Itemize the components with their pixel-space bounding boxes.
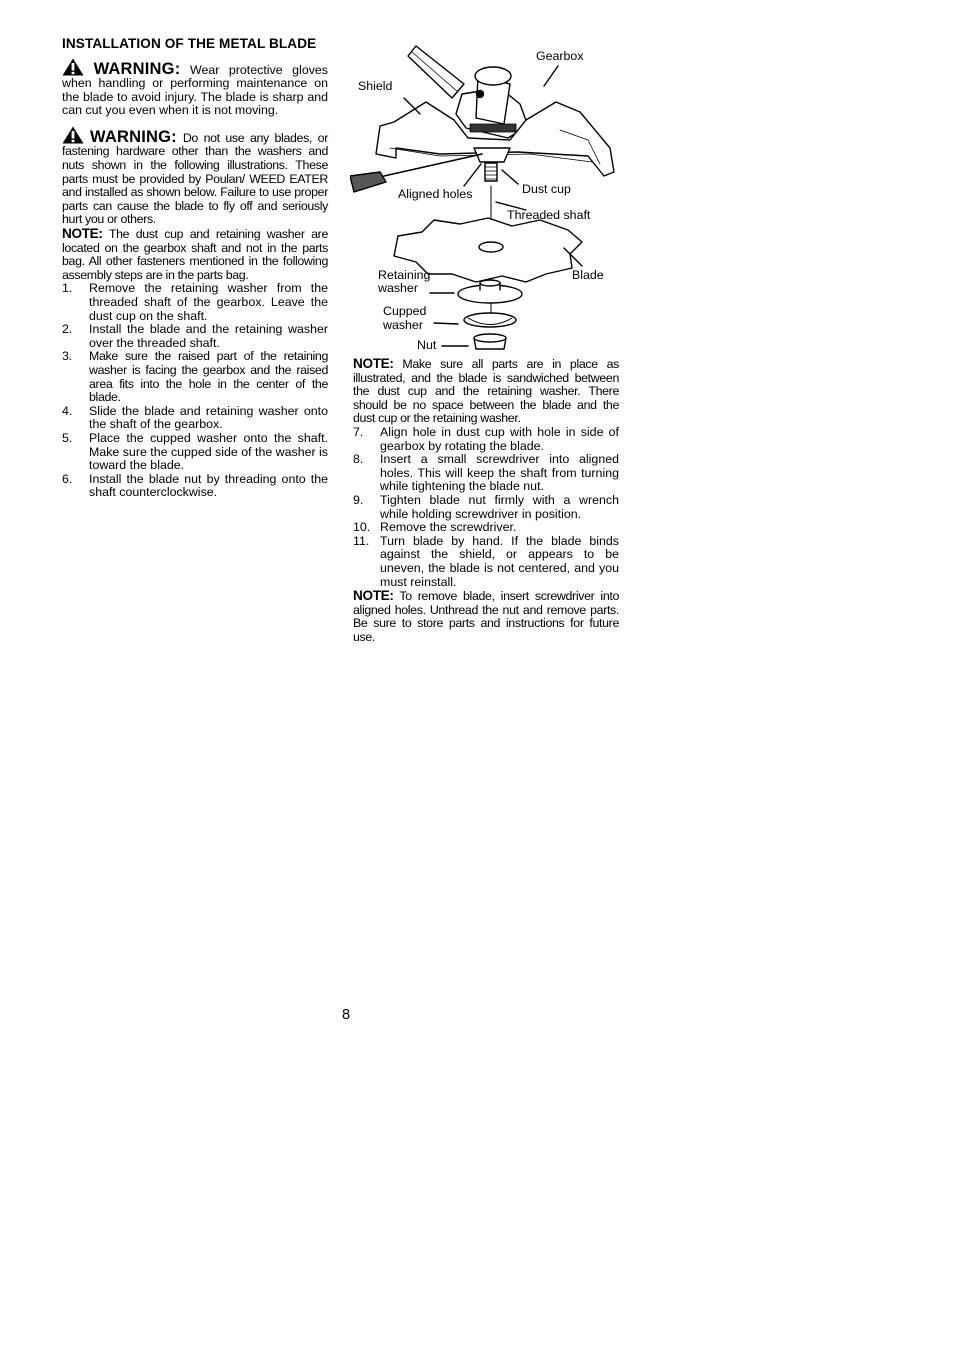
warning-gloves bbox=[62, 58, 328, 118]
warning-heading: WARNING: bbox=[93, 59, 181, 78]
step-number: 7. bbox=[353, 424, 364, 439]
label-threaded-shaft: Threaded shaft bbox=[507, 208, 591, 222]
step-text: Remove the retaining washer from the threaded shaft of the gearbox. Leave the dust cup on the shaft. bbox=[89, 281, 328, 323]
label-shield: Shield bbox=[358, 79, 393, 93]
note-remove-blade bbox=[353, 589, 619, 644]
warning-text: Wear protective gloves when handling or performing maintenance on the blade to avoid injury. The blade is sharp and can cut you even when it is not moving. bbox=[62, 62, 328, 118]
label-cupped-washer-1: Cupped bbox=[383, 304, 427, 318]
note-heading: NOTE: bbox=[62, 226, 103, 242]
step-text: Remove the screwdriver. bbox=[380, 520, 517, 535]
label-gearbox: Gearbox bbox=[536, 49, 584, 63]
list-item bbox=[62, 432, 328, 473]
note-sandwich bbox=[353, 357, 619, 426]
list-item bbox=[62, 405, 328, 432]
note-text: To remove blade, insert screwdriver into aligned holes. Unthread the nut and remove parts. Be sure to store parts and instructions for future use. bbox=[353, 589, 619, 644]
step-number: 10. bbox=[353, 520, 371, 535]
step-text: Install the blade and the retaining washer over the threaded shaft. bbox=[89, 322, 328, 350]
left-column bbox=[62, 36, 328, 500]
list-item bbox=[62, 323, 328, 350]
section-title: INSTALLATION OF THE METAL BLADE bbox=[62, 36, 317, 51]
step-text: Align hole in dust cup with hole in side of gearbox by rotating the blade. bbox=[380, 424, 619, 453]
list-item bbox=[353, 535, 619, 589]
step-number: 11. bbox=[353, 533, 370, 548]
step-number: 9. bbox=[353, 492, 364, 507]
warning-icon bbox=[62, 58, 84, 76]
steps-list-7-11 bbox=[353, 426, 619, 589]
warning-icon bbox=[62, 126, 84, 144]
label-nut: Nut bbox=[417, 338, 437, 352]
note-heading: NOTE: bbox=[353, 356, 394, 371]
warning-text: Do not use any blades, or fastening hardware other than the washers and nuts shown in the following illustrations. These parts must be provided by Poulan/ WEED EATER and installed as shown below. Failure to use proper parts can cause the blade to fly off and seriously hurt you or others. bbox=[62, 130, 328, 227]
step-text: Insert a small screwdriver into aligned holes. This will keep the shaft from turning while tightening the blade nut. bbox=[380, 452, 619, 494]
label-retaining-washer-2: washer bbox=[378, 281, 418, 295]
note-heading: NOTE: bbox=[353, 588, 394, 604]
label-blade: Blade bbox=[572, 268, 604, 282]
list-item bbox=[62, 473, 328, 500]
step-number: 4. bbox=[62, 403, 73, 418]
warning-hardware bbox=[62, 126, 328, 227]
note-text: Make sure all parts are in place as illustrated, and the blade is sandwiched between the dust cup and the retaining washer. There should be no space between the blade and the dust cup or the retaining washer. bbox=[353, 357, 619, 426]
step-text: Make sure the raised part of the retaining washer is facing the gearbox and the raised area fits into the hole in the center of the blade. bbox=[89, 349, 328, 405]
step-number: 3. bbox=[62, 349, 72, 364]
note-dust-cup bbox=[62, 227, 328, 282]
label-cupped-washer-2: washer bbox=[383, 318, 423, 332]
label-retaining-washer-1: Retaining bbox=[378, 268, 431, 282]
step-number: 1. bbox=[62, 281, 73, 296]
step-number: 6. bbox=[62, 471, 73, 486]
list-item bbox=[62, 282, 328, 323]
step-text: Install the blade nut by threading onto the shaft counterclockwise. bbox=[89, 471, 328, 500]
step-text: Turn blade by hand. If the blade binds against the shield, or appears to be uneven, the blade is not centered, and you must reinstall. bbox=[380, 533, 619, 589]
step-number: 2. bbox=[62, 322, 73, 337]
label-dust-cup: Dust cup bbox=[522, 182, 571, 196]
step-text: Slide the blade and retaining washer onto the shaft of the gearbox. bbox=[89, 403, 328, 432]
page-number: 8 bbox=[342, 1007, 351, 1023]
step-number: 5. bbox=[62, 430, 73, 445]
step-text: Tighten blade nut firmly with a wrench while holding screwdriver in position. bbox=[380, 492, 619, 521]
right-column bbox=[353, 357, 619, 644]
step-number: 8. bbox=[353, 452, 364, 467]
label-aligned-holes: Aligned holes bbox=[398, 187, 473, 201]
list-item bbox=[353, 426, 619, 453]
list-item bbox=[62, 350, 328, 404]
steps-list-1-6 bbox=[62, 282, 328, 500]
note-text: The dust cup and retaining washer are located on the gearbox shaft and not in the parts bag. All other fasteners mentioned in the following assembly steps are in the parts bag. bbox=[62, 227, 328, 282]
step-text: Place the cupped washer onto the shaft. Make sure the cupped side of the washer is toward the blade. bbox=[89, 430, 328, 473]
list-item bbox=[353, 494, 619, 521]
list-item bbox=[353, 521, 619, 535]
list-item bbox=[353, 453, 619, 494]
blade-assembly-illustration bbox=[350, 36, 622, 358]
warning-heading: WARNING: bbox=[89, 127, 177, 146]
